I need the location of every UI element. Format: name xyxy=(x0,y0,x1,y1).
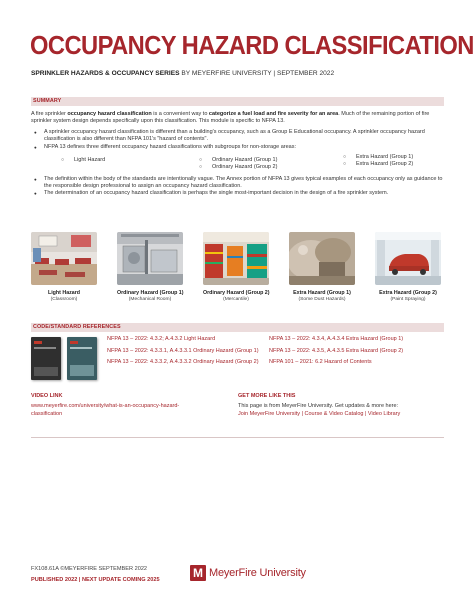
photo-card-extra-group-2 xyxy=(375,232,441,303)
dust-hazard-photo-icon xyxy=(289,232,355,285)
video-url-line[interactable]: classification xyxy=(31,410,63,417)
bullet-item: ● The determination of an occupancy hazard classification is perhaps the single most-important decision in the design of a fire sprinkler system. xyxy=(31,190,443,197)
photo-label: Ordinary Hazard (Group 1) xyxy=(117,290,184,296)
bullet-item: ● NFPA 13 defines three different occupancy hazard classifications with subgroups for non-storage areas: xyxy=(31,144,443,151)
photo-sublabel: (Some Dust Hazards) xyxy=(298,296,346,302)
intro-text: A fire sprinkler xyxy=(31,111,68,117)
photo-card-light-hazard xyxy=(31,232,97,303)
document-code: FX108.61A ©MEYERFIRE SEPTEMBER 2022 xyxy=(31,566,148,572)
sub-list-item: ○ Ordinary Hazard (Group 2) xyxy=(199,164,277,171)
intro-bold-term: occupancy hazard classification xyxy=(67,111,152,117)
intro-bold-phrase: categorize a fuel load and fire severity for an area xyxy=(208,111,339,117)
hazard-photo-strip xyxy=(31,232,443,312)
video-url-line[interactable]: www.meyerfire.com/university/what-is-an-occupancy-hazard- xyxy=(31,403,180,410)
code-ref-link[interactable]: NFPA 13 – 2022: 4.3.2; A.4.3.2 Light Hazard xyxy=(107,336,216,342)
classroom-photo-icon xyxy=(31,232,97,285)
codes-heading: CODE/STANDARD REFERENCES xyxy=(33,324,121,330)
get-more-links[interactable]: Join MeyerFire University | Course & Video Catalog | Video Library xyxy=(238,410,401,417)
summary-bullets xyxy=(31,129,443,198)
photo-sublabel: (Classroom) xyxy=(50,296,78,302)
summary-intro xyxy=(31,111,443,126)
page-subtitle xyxy=(31,70,334,77)
sub-list-item: ○ Ordinary Hazard (Group 1) xyxy=(199,157,277,164)
sub-list-item: ○ Extra Hazard (Group 2) xyxy=(343,161,413,168)
nfpa-book-cover-icon xyxy=(31,337,61,380)
publish-info: PUBLISHED 2022 | NEXT UPDATE COMING 2025 xyxy=(31,577,160,583)
photo-card-extra-group-1 xyxy=(289,232,355,303)
video-heading: VIDEO LINK xyxy=(31,393,63,399)
code-refs-left xyxy=(107,334,259,369)
photo-sublabel: (Mechanical Room) xyxy=(128,296,172,302)
hazard-subgroup-list xyxy=(31,154,443,176)
photo-sublabel: (Mercantile) xyxy=(223,296,249,302)
get-more-block xyxy=(238,393,444,418)
bullet-item: ● The definition within the body of the standards are intentionally vague. The Annex portion of NFPA 13 gives typical examples of each occupancy only as guidance to the responsible design professional to assign an occupancy hazard classification. xyxy=(31,176,443,191)
photo-label: Extra Hazard (Group 2) xyxy=(379,290,437,296)
bullet-item: ● A sprinkler occupancy hazard classification is different than a building's occupancy, such as a Group E Educational occupancy. A sprinkler occupancy hazard classification is also different than NFPA 101's "hazard of contents". xyxy=(31,129,443,144)
photo-label: Extra Hazard (Group 1) xyxy=(293,290,351,296)
sub-list-item: ○ Light Hazard xyxy=(61,157,105,164)
intro-text: is a convenient way to xyxy=(151,111,209,117)
code-ref-link[interactable]: NFPA 13 – 2022: 4.3.3.2, A.4.3.3.2 Ordinary Hazard (Group 2) xyxy=(107,359,259,365)
meyerfire-logo-mark-icon: M xyxy=(190,565,206,581)
mercantile-photo-icon xyxy=(203,232,269,285)
photo-card-ordinary-group-1 xyxy=(117,232,183,303)
meyerfire-logo xyxy=(190,565,306,581)
code-ref-link[interactable]: NFPA 13 – 2022: 4.3.4, A.4.3.4 Extra Hazard (Group 1) xyxy=(269,336,404,342)
divider xyxy=(31,437,444,438)
get-more-text: This page is from MeyerFire University. Get updates & more here: xyxy=(238,403,399,410)
summary-section-bar xyxy=(31,97,444,106)
summary-heading: SUMMARY xyxy=(33,98,62,104)
code-refs-right xyxy=(269,334,403,369)
sub-list-item: ○ Extra Hazard (Group 1) xyxy=(343,154,413,161)
code-ref-link[interactable]: NFPA 13 – 2022: 4.3.3.1, A.4.3.3.1 Ordinary Hazard (Group 1) xyxy=(107,347,259,354)
video-link-block xyxy=(31,393,221,418)
photo-sublabel: (Paint Spraying) xyxy=(390,296,426,302)
code-ref-link[interactable]: NFPA 101 – 2021: 6.2 Hazard of Contents xyxy=(269,359,372,365)
mechanical-room-photo-icon xyxy=(117,232,183,285)
logo-text: MeyerFire University xyxy=(209,567,306,579)
code-references xyxy=(31,334,443,384)
byline: BY MEYERFIRE UNIVERSITY | SEPTEMBER 2022 xyxy=(179,70,335,77)
paint-spraying-photo-icon xyxy=(375,232,441,285)
series-name: SPRINKLER HAZARDS & OCCUPANCY SERIES xyxy=(31,70,180,77)
codes-section-bar xyxy=(31,323,444,332)
photo-card-ordinary-group-2 xyxy=(203,232,269,303)
nfpa-book-cover-icon xyxy=(67,337,97,380)
get-more-heading: GET MORE LIKE THIS xyxy=(238,393,296,399)
code-ref-link[interactable]: NFPA 13 – 2022: 4.3.5, A.4.3.5 Extra Hazard (Group 2) xyxy=(269,347,404,354)
photo-label: Light Hazard xyxy=(47,290,81,296)
video-url-link[interactable] xyxy=(31,403,221,418)
intro-text: . Much of the remaining portion of fire sprinkler system design depends specifically upon this classification. This module is specific to NFPA 13. xyxy=(31,111,430,125)
photo-label: Ordinary Hazard (Group 2) xyxy=(203,290,270,296)
page-title: OCCUPANCY HAZARD CLASSIFICATION xyxy=(30,32,474,60)
